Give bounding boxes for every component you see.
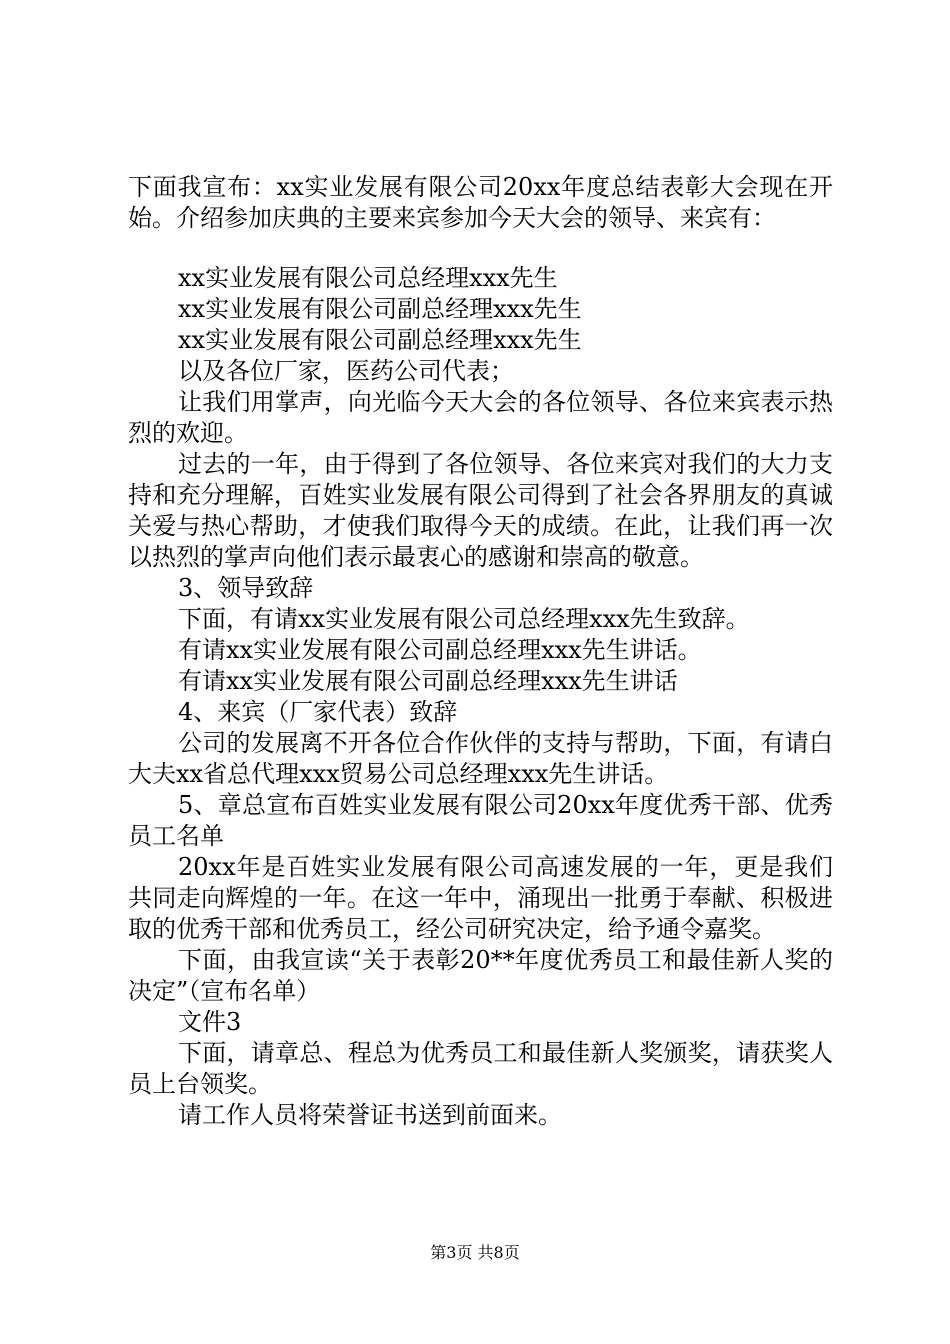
- section-heading-leader-speech: 3、领导致辞: [178, 574, 314, 602]
- page-number-footer: 第3页 共8页: [430, 1243, 520, 1262]
- paragraph-partner-speech: 公司的发展离不开各位合作伙伴的支持与帮助，下面，有请白大夫xx省总代理xxx贸易公司总经理xxx先生讲话。: [128, 729, 833, 788]
- section-heading-award-list: 5、章总宣布百姓实业发展有限公司20xx年度优秀干部、优秀员工名单: [128, 791, 833, 850]
- paragraph-opening: 下面我宣布：xx实业发展有限公司20xx年度总结表彰大会现在开始。介绍参加庆典的主要来宾参加今天大会的领导、来宾有：: [128, 173, 833, 232]
- paragraph-award-ceremony: 下面，请章总、程总为优秀员工和最佳新人奖颁奖，请获奖人员上台领奖。: [128, 1039, 833, 1098]
- paragraph-guest-others: 以及各位厂家，医药公司代表；: [178, 357, 514, 385]
- section-heading-guest-speech: 4、来宾（厂家代表）致辞: [178, 698, 458, 726]
- paragraph-thanks: 过去的一年，由于得到了各位领导、各位来宾对我们的大力支持和充分理解，百姓实业发展有限公司得到了社会各界朋友的真诚关爱与热心帮助，才使我们取得今天的成绩。在此，让我们再一次以热烈的掌声向他们表示最衷心的感谢和崇高的敬意。: [128, 450, 833, 571]
- paragraph-guest-3: xx实业发展有限公司副总经理xxx先生: [178, 326, 582, 354]
- paragraph-spacer: [128, 234, 833, 263]
- paragraph-guest-2: xx实业发展有限公司副总经理xxx先生: [178, 295, 582, 323]
- paragraph-certificates: 请工作人员将荣誉证书送到前面来。: [178, 1101, 562, 1129]
- document-body: [128, 172, 833, 1131]
- paragraph-invite-deputy-1: 有请xx实业发展有限公司副总经理xxx先生讲话。: [178, 636, 702, 664]
- paragraph-invite-gm: 下面，有请xx实业发展有限公司总经理xxx先生致辞。: [178, 605, 750, 633]
- paragraph-read-decision: 下面，由我宣读“关于表彰20**年度优秀员工和最佳新人奖的决定”（宣布名单）: [128, 946, 833, 1005]
- paragraph-document-ref: 文件3: [178, 1008, 242, 1036]
- paragraph-welcome: 让我们用掌声，向光临今天大会的各位领导、各位来宾表示热烈的欢迎。: [128, 388, 833, 447]
- paragraph-invite-deputy-2: 有请xx实业发展有限公司副总经理xxx先生讲话: [178, 667, 678, 695]
- paragraph-guest-1: xx实业发展有限公司总经理xxx先生: [178, 264, 558, 292]
- paragraph-year-review: 20xx年是百姓实业发展有限公司高速发展的一年，更是我们共同走向辉煌的一年。在这一年中，涌现出一批勇于奉献、积极进取的优秀干部和优秀员工，经公司研究决定，给予通令嘉奖。: [128, 853, 833, 943]
